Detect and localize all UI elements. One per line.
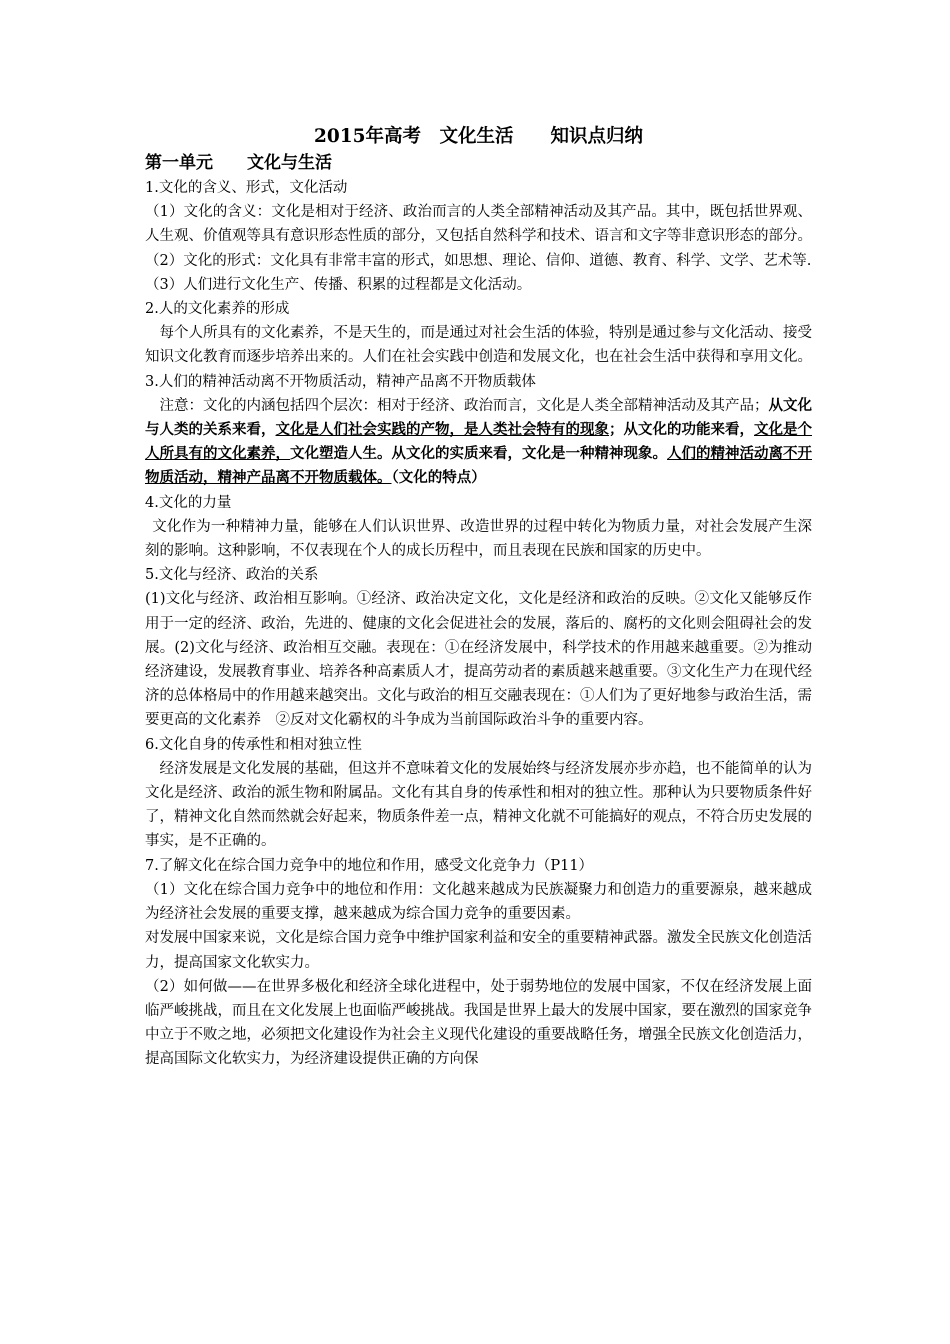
note-bold-4: （文化的特点） (391, 469, 486, 487)
section-4-heading: 4.文化的力量 (145, 494, 232, 511)
unit-heading: 第一单元 文化与生活 (145, 153, 332, 173)
section-2-heading: 2.人的文化素养的形成 (145, 301, 290, 318)
section-7-paragraph-2: 对发展中国家来说，文化是综合国力竞争中维护国家利益和安全的重要精神武器。激发全民族文化创造活力，提高国家文化软实力。 (145, 930, 812, 971)
section-3-heading: 3.人们的精神活动离不开物质活动，精神产品离不开物质载体 (145, 373, 536, 390)
note-underline-2: 文化是个人所具有的文化素养， (145, 421, 812, 463)
note-intro: 注意：文化的内涵包括四个层次：相对于经济、政治而言，文化是人类全部精神活动及其产品； (159, 397, 769, 414)
section-4-paragraph-1: 文化作为一种精神力量，能够在人们认识世界、改造世界的过程中转化为物质力量，对社会发展产生深刻的影响。这种影响，不仅表现在个人的成长历程中，而且表现在民族和国家的历史中。 (145, 518, 812, 560)
section-7-heading: 7.了解文化在综合国力竞争中的地位和作用，感受文化竞争力（P11） (145, 857, 594, 874)
document-page (145, 123, 812, 1072)
section-7-paragraph-1: （1）文化在综合国力竞争中的地位和作用：文化越来越成为民族凝聚力和创造力的重要源泉，越来越成为经济社会发展的重要支撑，越来越成为综合国力竞争的重要因素。 (145, 881, 812, 923)
page-title: 2015年高考 文化生活 知识点归纳 (314, 126, 643, 147)
note-underline-1: 文化是人们社会实践的产物，是人类社会特有的现象 (275, 421, 609, 439)
note-bold-3: 文化塑造人生。从文化的实质来看，文化是一种精神现象。 (290, 445, 667, 463)
section-1-paragraph-1: （1）文化的含义：文化是相对于经济、政治而言的人类全部精神活动及其产品。其中，既包括世界观、人生观、价值观等具有意识形态性质的部分，又包括自然科学和技术、语言和文字等非意识形态的部分。 (145, 204, 812, 245)
section-1-paragraph-2: （2）文化的形式：文化具有非常丰富的形式，如思想、理论、信仰、道德、教育、科学、文学、艺术等. (145, 252, 812, 269)
section-2-paragraph-1: 每个人所具有的文化素养，不是天生的，而是通过对社会生活的体验，特别是通过参与文化活动、接受知识文化教育而逐步培养出来的。人们在社会实践中创造和发展文化，也在社会生活中获得和享用文化。 (145, 325, 812, 366)
note-underline-3: 人们的精神活动离不开物质活动，精神产品离不开物质载体。 (145, 445, 812, 487)
section-5-heading: 5.文化与经济、政治的关系 (145, 567, 319, 584)
section-7-paragraph-3: （2）如何做——在世界多极化和经济全球化进程中，处于弱势地位的发展中国家，不仅在经济发展上面临严峻挑战，而且在文化发展上也面临严峻挑战。我国是世界上最大的发展中国家，要在激烈的国家竞争中立于不败之地，必须把文化建设作为社会主义现代化建设的重要战略任务，增强全民族文化创造活力，提高国际文化软实力，为经济建设提供正确的方向保 (145, 978, 812, 1068)
section-5-paragraph-1: (1)文化与经济、政治相互影响。①经济、政治决定文化，文化是经济和政治的反映。②文化又能够反作用于一定的经济、政治，先进的、健康的文化会促进社会的发展，落后的、腐朽的文化则会阻碍社会的发展。(2)文化与经济、政治相互交融。表现在：①在经济发展中，科学技术的作用越来越重要。②为推动经济建设，发展教育事业、培养各种高素质人才，提高劳动者的素质越来越重要。③文化生产力在现代经济的总体格局中的作用越来越突出。文化与政治的相互交融表现在：①人们为了更好地参与政治生活，需要更高的文化素养 ②反对文化霸权的斗争成为当前国际政治斗争的重要内容。 (145, 591, 812, 729)
section-3-paragraph-1 (145, 394, 812, 491)
note-bold-2: ；从文化的功能来看， (609, 421, 754, 439)
section-6-heading: 6.文化自身的传承性和相对独立性 (145, 736, 362, 753)
note-bold-1: 从文化与人类的关系来看， (145, 396, 812, 439)
section-1-heading: 1.文化的含义、形式，文化活动 (145, 180, 348, 196)
section-1-paragraph-3: （3）人们进行文化生产、传播、积累的过程都是文化活动。 (145, 276, 532, 293)
section-6-paragraph-1: 经济发展是文化发展的基础，但这并不意味着文化的发展始终与经济发展亦步亦趋，也不能简单的认为文化是经济、政治的派生物和附属品。文化有其自身的传承性和相对的独立性。那种认为只要物质条件好了，精神文化自然而然就会好起来，物质条件差一点，精神文化就不可能搞好的观点，不符合历史发展的事实，是不正确的。 (145, 760, 812, 850)
